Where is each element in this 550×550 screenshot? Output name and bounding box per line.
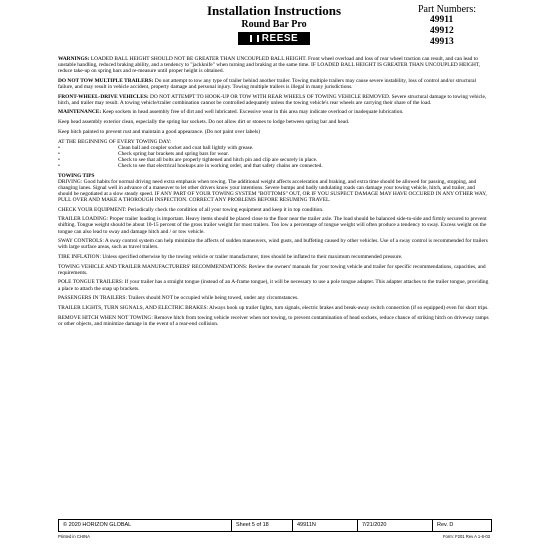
bullet-icon: • [58,150,60,157]
maintenance-heading: MAINTENANCE: [58,109,102,116]
footer-copyright: © 2020 HORIZON GLOBAL [59,520,232,531]
part-number: 49911 [430,15,454,25]
trailer-lights-paragraph: TRAILER LIGHTS, TURN SIGNALS, AND ELECTRIC BRAKES: Always hook up trailer lights, turn signals, electric brakes and break-away switch connection (if so equipped) even for short trips. [58,304,489,311]
document-footer [58,519,492,532]
pole-tongue-paragraph: POLE TONGUE TRAILERS: If your trailer has a straight tongue (instead of an A-frame tongue), it will be necessary to use a pole tongue adapter. This adapter attaches to the trailer tongue, providing a place to attach the snap up brackets. [58,279,489,292]
multiple-trailers-paragraph [58,78,490,90]
footer-part: 49911N [293,520,358,531]
beginning-heading: AT THE BEGINNING OF EVERY TOWING DAY: [58,138,172,145]
sway-controls-paragraph: SWAY CONTROLS: A sway control system can help minimize the affects of sudden maneuvers, wind gusts, and buffeting caused by other vehicles. Use of a sway control is recommended for trailers with large surface areas, such as travel trailers. [58,238,488,251]
bullet-icon: • [58,162,60,169]
list-item [58,163,490,169]
logo-text: REESE [261,33,299,44]
list-item-text: Check spring bar brackets and spring bars for wear. [118,150,229,157]
trailer-loading-paragraph: TRAILER LOADING: Proper trailer loading is important. Heavy items should be placed close to the floor near the trailer axle. The load should be balanced side-to-side and firmly secured to prevent shifting. Tongue weight should be about 10-15 percent of the gross trailer weight for most trailers. Too low a percentage of tongue weight will often produce a tendency to sway. Excess weight on the tongue can also lead to sway and damage hitch and / or tow vehicle. [58,216,487,235]
beginning-list [58,145,490,169]
reese-logo [238,32,310,45]
maintenance-text: Keep sockets in head assembly free of dirt and well lubricated. Excessive wear in this area may indicate overload or inadequate lubrication. [102,109,404,116]
footer-rev: Rev. D [437,522,454,528]
footer-sheet: Sheet 5 of 18 [232,520,293,531]
maintenance-paragraph-2: Keep head assembly exterior clean, especially the spring bar sockets. Do not allow dirt or stones to lodge between spring bar and head. [58,119,350,126]
manufacturers-paragraph: TOWING VEHICLE AND TRAILER MANUFACTURERS' RECOMMENDATIONS: Review the owners' manuals for your towing vehicle and trailer for specific recommendations, capacities, and requirements. [58,263,486,276]
check-equipment-paragraph: CHECK YOUR EQUIPMENT: Periodically check the condition of all your towing equipment and keep it in top condition. [58,206,324,213]
footer-date: 7/21/2020 [358,520,433,531]
multiple-trailers-heading: DO NOT TOW MULTIPLE TRAILERS: [58,77,154,84]
document-header [58,4,490,56]
front-wheel-paragraph [58,94,490,106]
maintenance-paragraph-3: Keep hitch painted to prevent rust and maintain a good appearance. (Do not paint over labels) [58,128,261,135]
logo-mark-icon [250,35,259,42]
remove-hitch-paragraph: REMOVE HITCH WHEN NOT TOWING: Remove hitch from towing vehicle receiver when not towing, to prevent contamination of head sockets, reduce chance of striking hitch on driveway ramps or other objects, and minimize damage in the event of a rear-end collision. [58,314,489,327]
tire-inflation-paragraph: TIRE INFLATION: Unless specified otherwise by the towing vehicle or trailer manufacturer, tires should be inflated to their maximum recommended pressure. [58,253,403,260]
list-item-text: Check to see that electrical hookups are in working order, and that safety chains are connected. [118,162,323,169]
bullet-icon: • [58,156,60,163]
bullet-icon: • [58,144,60,151]
warnings-paragraph [58,56,490,74]
form-number: Form: F201 Rev A 1-6-03 [442,534,490,539]
list-item-text: Check to see that all bolts are properly tightened and hitch pin and clip are securely in place. [118,156,318,163]
list-item-text: Clean ball and coupler socket and coat ball lightly with grease. [118,144,254,151]
warnings-text: LOADED BALL HEIGHT SHOULD NOT BE GREATER THAN UNCOUPLED BALL HEIGHT. Front wheel overload and loss of rear wheel traction can result, and can lead to unstable handling, reduced braking ability, and a tendency to "jackknife" when turning and braking at the same time. IF LOADED BALL HEIGHT IS GREATER THAN UNCOUPLED HEIGHT, reduce take-up on spring bars and re-measure until proper height is obtained. [58,56,481,75]
multiple-trailers-text: Do not attempt to tow any type of trailer behind another trailer. Towing multiple trailers may cause severe instability, loss of control and/or structural failure, and may result in vehicle accident, property damage and personal injury. Towing multiple trailers is illegal in many jurisdictions. [58,77,477,90]
part-number: 49912 [430,26,454,36]
part-number: 49913 [430,37,454,47]
document-subtitle: Round Bar Pro [241,19,307,30]
document-title: Installation Instructions [207,3,341,18]
maintenance-paragraph [58,109,490,115]
document-page [58,4,490,330]
part-numbers-label: Part Numbers: [418,4,477,15]
document-body [58,56,490,327]
towing-tips-heading: TOWING TIPS [58,172,95,179]
driving-text: Good habits for normal driving need extra emphasis when towing. The additional weight affects acceleration and braking, and extra time should be allowed for passing, stopping, and changing lanes. Signal well in advance of a maneuver to let other drivers know your intentions. Severe bumps and badly undulating roads can damage your towing vehicle, hitch, and trailer, and should be negotiated at a slow steady speed. IF ANY PART OF YOUR TOWING SYSTEM "BOTTOMS" OUT, OR IF YOU SUSPECT DAMAGE MAY HAVE OCCURED IN ANY OTHER WAY, PULL OVER AND MAKE A THOROUGH INSPECTION. CORRECT ANY PROBLEMS BEFORE RESUMING TRAVEL. [58,178,487,203]
front-wheel-heading: FRONT-WHEEL-DRIVE VEHICLES: [58,93,149,100]
part-numbers [418,4,488,48]
passengers-paragraph: PASSENGERS IN TRAILERS: Trailers should NOT be occupied while being towed, under any circumstances. [58,295,299,302]
warnings-heading: WARNINGS: [58,56,90,62]
printed-in: Printed in CHINA [58,534,90,539]
front-wheel-text: DO NOT ATTEMPT TO HOOK-UP OR TOW WITH REAR WHEELS OF TOWING VEHICLE REMOVED. Severe structural damage to towing vehicle, hitch, and trailer may result. A towing vehicle/trailer combination cannot be controlled adequately unless the towing vehicle's rear wheels are carrying their share of the load. [58,93,487,106]
driving-label: DRIVING: [58,178,83,185]
driving-paragraph [58,179,490,203]
